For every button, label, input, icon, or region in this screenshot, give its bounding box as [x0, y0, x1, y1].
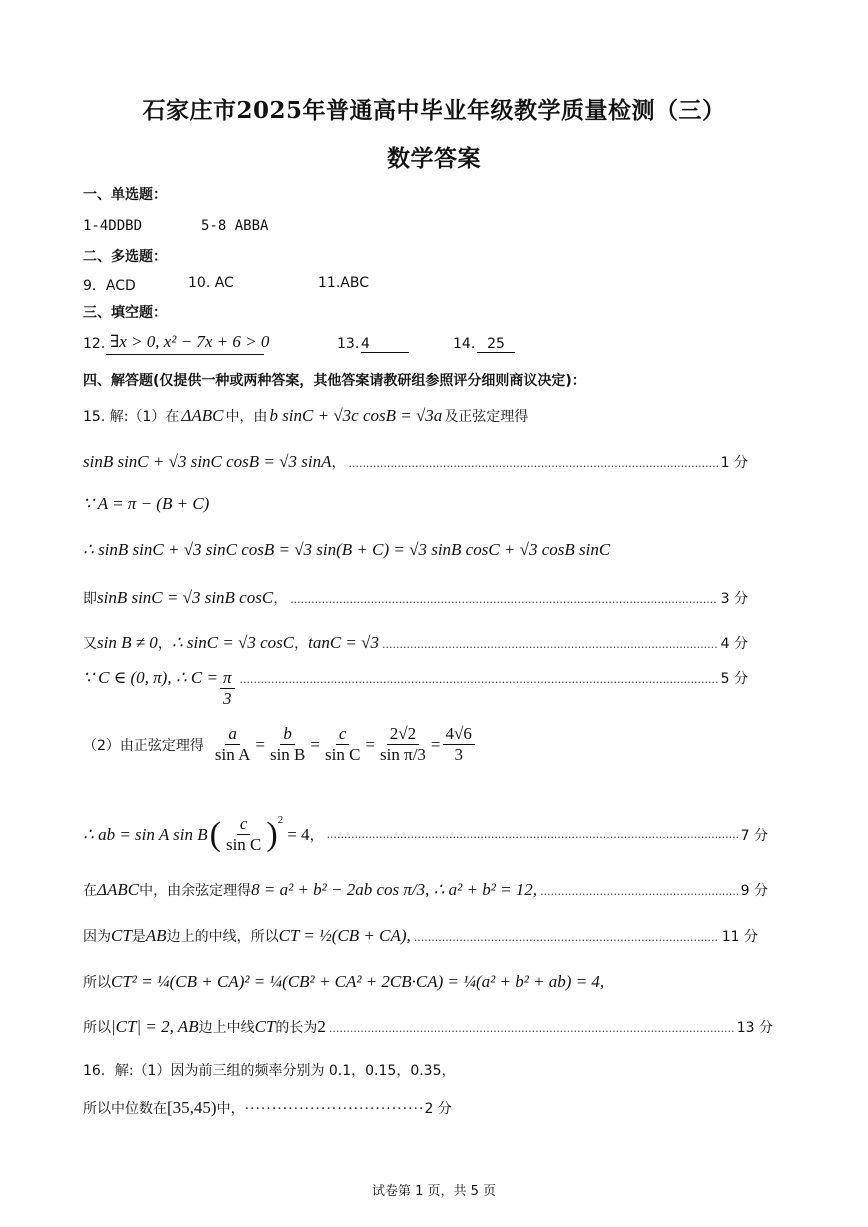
q15-step7-eq-b: = 4 — [287, 824, 310, 844]
q15-part2-prefix: （2）由正弦定理得 — [83, 737, 204, 754]
fraction-denominator: sin π/3 — [380, 745, 426, 765]
answer-q12: ∃x > 0, x² − 7x + 6 > 0 — [106, 332, 264, 355]
ratio-result — [443, 724, 475, 766]
q16-median-interval: [35,45) — [167, 1098, 217, 1117]
fraction-numerator: b — [280, 724, 295, 745]
q15-step3-equation: ∴ sinB sinC + √3 sinC cosB = √3 sin(B + C) = √3 sinB cosC + √3 cosB sinC — [83, 540, 611, 559]
q15-step8 — [83, 880, 768, 900]
q15-step5-eq1: sin B ≠ 0 — [97, 633, 158, 652]
q15-step11-mid2: 的长为 — [275, 1020, 318, 1036]
q15-step11-value: 2 — [317, 1017, 326, 1036]
q16-line2-prefix: 所以中位数在 — [83, 1101, 167, 1117]
fraction-numerator: c — [237, 814, 251, 835]
q15-intro-text-c: 及正弦定理得 — [444, 409, 529, 425]
q15-step9-prefix: 因为 — [83, 929, 111, 945]
leader-dots — [382, 638, 718, 651]
fraction-denominator: sin A — [214, 745, 251, 765]
q15-step4-comma: ， — [273, 591, 288, 607]
q15-intro-text-b: 中，由 — [225, 409, 268, 425]
q15-step8-score: 9 分 — [740, 883, 768, 899]
q15-step10-equation: CT² = ¼(CB + CA)² = ¼(CB² + CA² + 2CB·CA) = ¼(a² + b² + ab) = 4, — [111, 972, 605, 991]
section-multi-choice-heading: 二、多选题： — [83, 249, 167, 265]
fraction-denominator: sin C — [324, 745, 361, 765]
q15-intro-text-a: 15. 解:（1）在 — [83, 409, 180, 425]
q15-step4-prefix: 即 — [83, 591, 97, 607]
q15-step6-equation: ∵ C ∈ (0, π), ∴ C = — [83, 668, 218, 687]
answer-q13: 4 — [361, 336, 409, 353]
q15-step7-comma: ， — [309, 827, 324, 844]
q15-step5-score: 4 分 — [720, 636, 748, 652]
leader-dots: ································· — [244, 1101, 425, 1117]
leader-dots — [540, 885, 738, 898]
section-solution-heading: 四、解答题(仅提供一种或两种答案，其他答案请教研组参照评分细则商议决定)： — [83, 373, 586, 389]
leader-dots — [290, 593, 717, 606]
leader-dots — [329, 1022, 734, 1035]
leader-dots — [414, 931, 719, 944]
q15-step5-eq2: ∴ sinC = √3 cosC — [171, 633, 295, 652]
q15-given-equation: b sinC + √3c cosB = √3a — [269, 406, 443, 425]
q16-line2 — [83, 1098, 452, 1118]
q15-step8-mid: 中，由余弦定理得 — [139, 883, 252, 899]
ratio-b — [267, 724, 308, 766]
q15-step5-eq3: tanC = √3 — [308, 633, 379, 652]
leader-dots — [348, 457, 717, 470]
q15-step8-equation: 8 = a² + b² − 2ab cos π/3, ∴ a² + b² = 12, — [251, 880, 538, 899]
q15-step1-equation: sinB sinC + √3 sinC cosB = √3 sinA — [83, 452, 332, 471]
page-subtitle: 数学答案 — [387, 145, 481, 172]
q15-step4-equation: sinB sinC = √3 sinB cosC — [97, 588, 274, 607]
q15-step7-eq-a: ∴ ab = sin A sin B — [83, 824, 208, 844]
ratio-value — [377, 724, 429, 766]
fraction-numerator: c — [336, 724, 350, 745]
q15-step8-triangle: ΔABC — [97, 880, 140, 899]
q12-number: 12. — [83, 336, 106, 352]
q15-step11-ct: CT — [254, 1017, 276, 1036]
q16-line2-mid: 中， — [216, 1101, 245, 1117]
answer-q9: 9．ACD — [83, 278, 136, 294]
q15-step6-fraction — [220, 668, 235, 710]
q15-step6 — [83, 668, 748, 710]
q15-step9-score: 11 分 — [721, 929, 758, 945]
q14-number: 14. — [453, 336, 476, 352]
fraction-denominator: 3 — [454, 745, 463, 765]
q15-step7: ∴ ab = sin A sin B ( $\frac{c}{\text{sin C}}$ ) 2 = 4 ， ..... 7 分 — [83, 814, 768, 856]
q15-step5-sep2: ， — [294, 636, 309, 652]
q16-line1: 16．解:（1）因为前三组的频率分别为 0.1，0.15，0.35， — [83, 1063, 456, 1079]
q15-step9-mid1: 是 — [131, 929, 146, 945]
q15-step9-mid2: 边上的中线，所以 — [166, 929, 279, 945]
fraction-denominator: sin B — [269, 745, 306, 765]
q15-step1-score: 1 分 — [720, 455, 748, 471]
q15-step11-score: 13 分 — [736, 1020, 773, 1036]
fraction-denominator: 3 — [222, 689, 232, 709]
q15-step11-prefix: 所以 — [83, 1020, 111, 1036]
answer-q14: 25 — [477, 336, 515, 353]
ratio-c — [322, 724, 363, 766]
q15-step4 — [83, 588, 748, 608]
answer-q10: 10. AC — [188, 275, 234, 291]
fraction-numerator: a — [225, 724, 240, 745]
fraction-denominator: sin C — [225, 835, 262, 855]
q15-step9-ab: AB — [145, 926, 167, 945]
q15-step9-ct: CT — [111, 926, 132, 945]
q15-triangle: ΔABC — [181, 406, 224, 425]
q15-intro — [83, 406, 528, 426]
q15-step10-prefix: 所以 — [83, 975, 111, 991]
page-footer: 试卷第 1 页，共 5 页 — [371, 1184, 497, 1199]
q15-step11-mid: 边上中线 — [198, 1020, 255, 1036]
q15-part2-line: （2）由正弦定理得 $\frac{a}{\text{sin A}}$ = $\frac{b}{\text{sin B}}$ = $\frac{c}{\text{sin C}}$ = $\frac{2√2}{\text{sin π/3}}$ = $\frac{4√6}{3}$ — [83, 724, 477, 766]
q15-step4-score: 3 分 — [720, 591, 748, 607]
page-title: 石家庄市2025年普通高中毕业年级教学质量检测（三） — [142, 97, 726, 124]
single-choice-answers-5-8: 5-8 ABBA — [201, 218, 269, 234]
q15-step2-equation: ∵ A = π − (B + C) — [83, 494, 210, 513]
leader-dots — [240, 673, 718, 686]
q15-step5-sep1: ， — [157, 636, 172, 652]
q16-score: 2 分 — [424, 1101, 452, 1117]
answer-q11: 11.ABC — [318, 275, 369, 291]
q15-step10 — [83, 972, 604, 992]
q15-step1-comma: ， — [331, 455, 346, 471]
section-fill-blank-heading: 三、填空题： — [83, 305, 167, 321]
fraction-numerator: 2√2 — [387, 724, 419, 745]
leader-dots — [327, 828, 738, 841]
q13-number: 13. — [337, 336, 360, 352]
q15-step9-equation: CT = ½(CB + CA), — [278, 926, 411, 945]
q15-step11 — [83, 1017, 773, 1037]
q15-step5-prefix: 又 — [83, 636, 97, 652]
q15-step7-score: 7 分 — [740, 827, 768, 844]
q15-step5 — [83, 633, 748, 653]
single-choice-answers-1-4: 1-4DDBD — [83, 218, 143, 234]
q15-step1 — [83, 452, 748, 472]
q15-step6-score: 5 分 — [720, 671, 748, 687]
fraction-numerator: π — [220, 668, 235, 689]
q15-step9 — [83, 926, 758, 946]
ratio-a — [212, 724, 253, 766]
section-single-choice-heading: 一、单选题： — [83, 187, 167, 203]
q15-step7-fraction — [223, 814, 264, 856]
q15-step8-prefix: 在 — [83, 883, 97, 899]
fraction-numerator: 4√6 — [443, 724, 475, 745]
q15-step11-equation: |CT| = 2, AB — [111, 1017, 199, 1036]
